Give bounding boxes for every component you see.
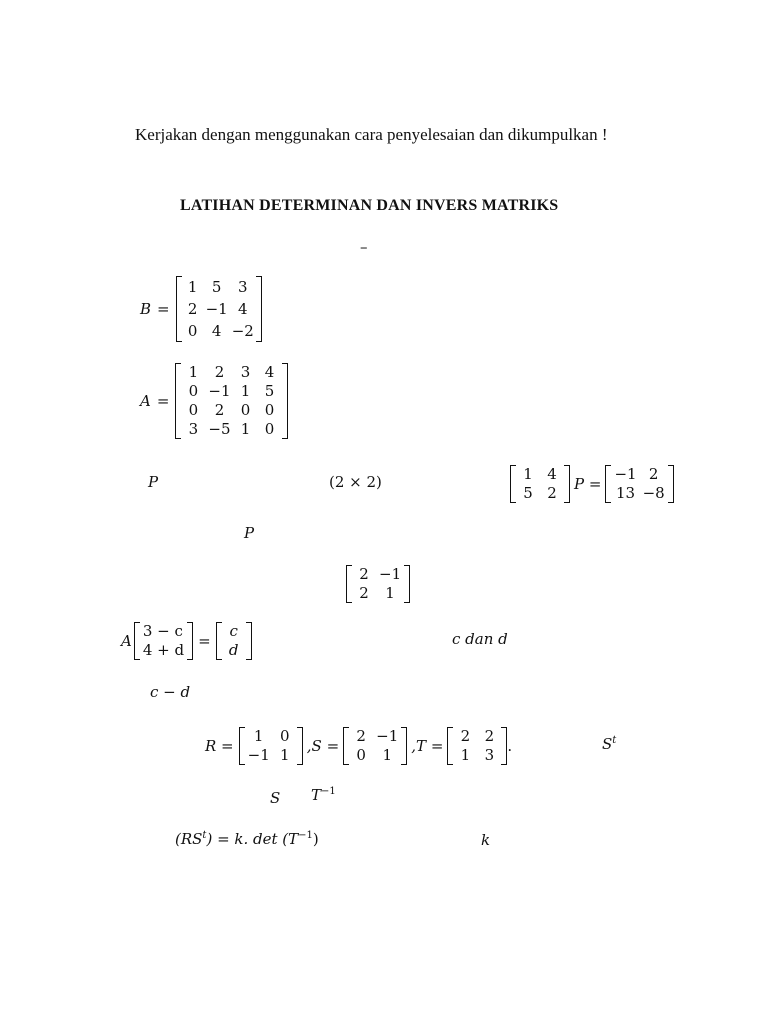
- matrix-b-cell: 2: [187, 300, 198, 318]
- matrix-b-cell: −1: [205, 300, 228, 318]
- q4-row: [352, 565, 404, 584]
- matrix-a-cell: 0: [188, 401, 199, 419]
- equals-sign: =: [157, 300, 170, 318]
- q5-equals: =: [198, 632, 211, 650]
- q5-rhs-vector: [216, 622, 252, 660]
- q3-size: (2 × 2): [329, 473, 382, 491]
- matrix-a-cell: 0: [188, 382, 199, 400]
- page-title: LATIHAN DETERMINAN DAN INVERS MATRIKS: [180, 197, 559, 214]
- matrix-s-cell: 0: [356, 746, 366, 764]
- q4-row: [352, 584, 404, 603]
- q6-t-inverse: [311, 786, 336, 804]
- q6-matrix-t: [447, 727, 507, 765]
- matrix-r-cell: −1: [247, 746, 270, 764]
- q6-k-label: k: [481, 831, 491, 849]
- q5-a-symbol: A: [121, 632, 132, 650]
- eq-sup2: −1: [298, 830, 313, 841]
- dash-mark: –: [360, 238, 368, 256]
- matrix-a-row: [181, 382, 281, 401]
- q6-period: .: [507, 737, 513, 755]
- matrix-b-cell: 1: [187, 278, 198, 296]
- matrix-a-cell: −1: [208, 382, 231, 400]
- q3-left-cell: 2: [547, 484, 557, 502]
- q5-rhs-row: [222, 622, 246, 641]
- q5-lhs-row: [140, 641, 187, 660]
- matrix-a-cell: 3: [188, 420, 199, 438]
- matrix-t-row: [453, 746, 501, 765]
- matrix-t-cell: 2: [460, 727, 471, 745]
- q5-expr: c − d: [150, 683, 191, 701]
- q6-matrices: [205, 727, 512, 765]
- q4-cell: 2: [359, 584, 369, 602]
- eq-sup: t: [202, 830, 207, 841]
- matrix-a-equation: [140, 363, 288, 439]
- q5-rhs-cell: d: [228, 641, 239, 659]
- matrix-b-row: [182, 298, 256, 320]
- matrix-b-name: B: [140, 300, 152, 318]
- eq-open: (RS: [175, 830, 203, 848]
- matrix-b-cell: −2: [231, 322, 254, 340]
- matrix-b-cell: 3: [238, 278, 248, 296]
- q3-right-cell: −8: [642, 484, 665, 502]
- q3-p-symbol: P =: [574, 475, 602, 493]
- q3-right-matrix: [605, 465, 673, 503]
- matrix-a: [175, 363, 287, 439]
- matrix-b: [176, 276, 262, 342]
- matrix-r-row: [245, 746, 297, 765]
- matrix-a-cell: 1: [240, 382, 251, 400]
- matrix-b-cell: 0: [187, 322, 198, 340]
- st-sup: t: [612, 735, 617, 746]
- st-base: S: [602, 735, 613, 753]
- eq-close: ): [312, 830, 319, 848]
- eq-mid: ) = k. det (T: [206, 830, 299, 848]
- q3-equation: [510, 465, 674, 503]
- q3-p-label: P: [148, 473, 159, 491]
- matrix-a-cell: 0: [264, 401, 275, 419]
- matrix-a-cell: 3: [240, 363, 251, 381]
- q3-left-cell: 5: [523, 484, 533, 502]
- matrix-a-cell: 0: [264, 420, 275, 438]
- matrix-a-row: [181, 363, 281, 382]
- q4-cell: 2: [359, 565, 369, 583]
- matrix-r-cell: 1: [279, 746, 290, 764]
- matrix-b-cell: 5: [211, 278, 222, 296]
- q3-left-cell: 1: [523, 465, 533, 483]
- q6-r-symbol: R =: [205, 737, 234, 755]
- matrix-s-cell: 1: [382, 746, 392, 764]
- q5-rhs-cell: c: [229, 622, 238, 640]
- q6-s-transpose: [602, 735, 616, 753]
- q4-matrix-wrap: [346, 565, 410, 603]
- matrix-a-cell: 2: [214, 401, 225, 419]
- q3-right-cell: −1: [614, 465, 637, 483]
- matrix-a-cell: 1: [240, 420, 251, 438]
- q4-cell: −1: [379, 565, 402, 583]
- matrix-r-cell: 1: [253, 727, 264, 745]
- matrix-t-cell: 1: [460, 746, 471, 764]
- matrix-a-name: A: [140, 392, 151, 410]
- q4-cell: 1: [385, 584, 395, 602]
- matrix-t-cell: 3: [484, 746, 495, 764]
- matrix-b-equation: [140, 276, 262, 342]
- matrix-s-cell: −1: [376, 727, 399, 745]
- q3-right-row: [611, 484, 667, 503]
- matrix-s-row: [349, 727, 401, 746]
- matrix-b-cell: 4: [211, 322, 222, 340]
- q6-t-symbol: ,T =: [411, 737, 444, 755]
- q5-lhs-row: [140, 622, 187, 641]
- q3-left-row: [516, 465, 564, 484]
- q3-right-row: [611, 465, 667, 484]
- matrix-a-cell: 2: [214, 363, 225, 381]
- tinv-base: T: [311, 786, 322, 804]
- matrix-a-cell: 1: [188, 363, 199, 381]
- q3-left-matrix: [510, 465, 570, 503]
- q5-lhs-vector: [134, 622, 193, 660]
- q6-matrix-r: [239, 727, 303, 765]
- q3-right-cell: 2: [648, 465, 659, 483]
- tinv-sup: −1: [321, 786, 336, 797]
- q3-right-cell: 13: [615, 484, 636, 502]
- matrix-a-cell: 5: [264, 382, 275, 400]
- matrix-a-cell: 4: [264, 363, 275, 381]
- matrix-r-row: [245, 727, 297, 746]
- q5-rhs-row: [222, 641, 246, 660]
- q6-matrix-s: [343, 727, 407, 765]
- q6-s-label: S: [270, 789, 281, 807]
- q5-vars: c dan d: [452, 630, 508, 648]
- matrix-s-row: [349, 746, 401, 765]
- matrix-a-row: [181, 401, 281, 420]
- matrix-s-cell: 2: [356, 727, 366, 745]
- matrix-t-row: [453, 727, 501, 746]
- q4-matrix: [346, 565, 410, 603]
- q5-lhs-cell: 4 + d: [142, 641, 185, 659]
- matrix-t-cell: 2: [484, 727, 495, 745]
- q6-s-symbol: ,S =: [306, 737, 340, 755]
- matrix-b-row: [182, 276, 256, 298]
- matrix-r-cell: 0: [279, 727, 290, 745]
- q5-equation: [121, 622, 252, 660]
- q3-left-row: [516, 484, 564, 503]
- q6-equation: [175, 830, 319, 848]
- matrix-a-cell: −5: [208, 420, 231, 438]
- q3-left-cell: 4: [547, 465, 557, 483]
- matrix-a-row: [181, 420, 281, 439]
- q4-p-label: P: [244, 524, 255, 542]
- equals-sign: =: [156, 392, 170, 410]
- q5-lhs-cell: 3 − c: [142, 622, 183, 640]
- matrix-b-row: [182, 320, 256, 342]
- instruction-text: Kerjakan dengan menggunakan cara penyelesaian dan dikumpulkan !: [135, 125, 608, 144]
- matrix-a-cell: 0: [240, 401, 251, 419]
- matrix-b-cell: 4: [238, 300, 248, 318]
